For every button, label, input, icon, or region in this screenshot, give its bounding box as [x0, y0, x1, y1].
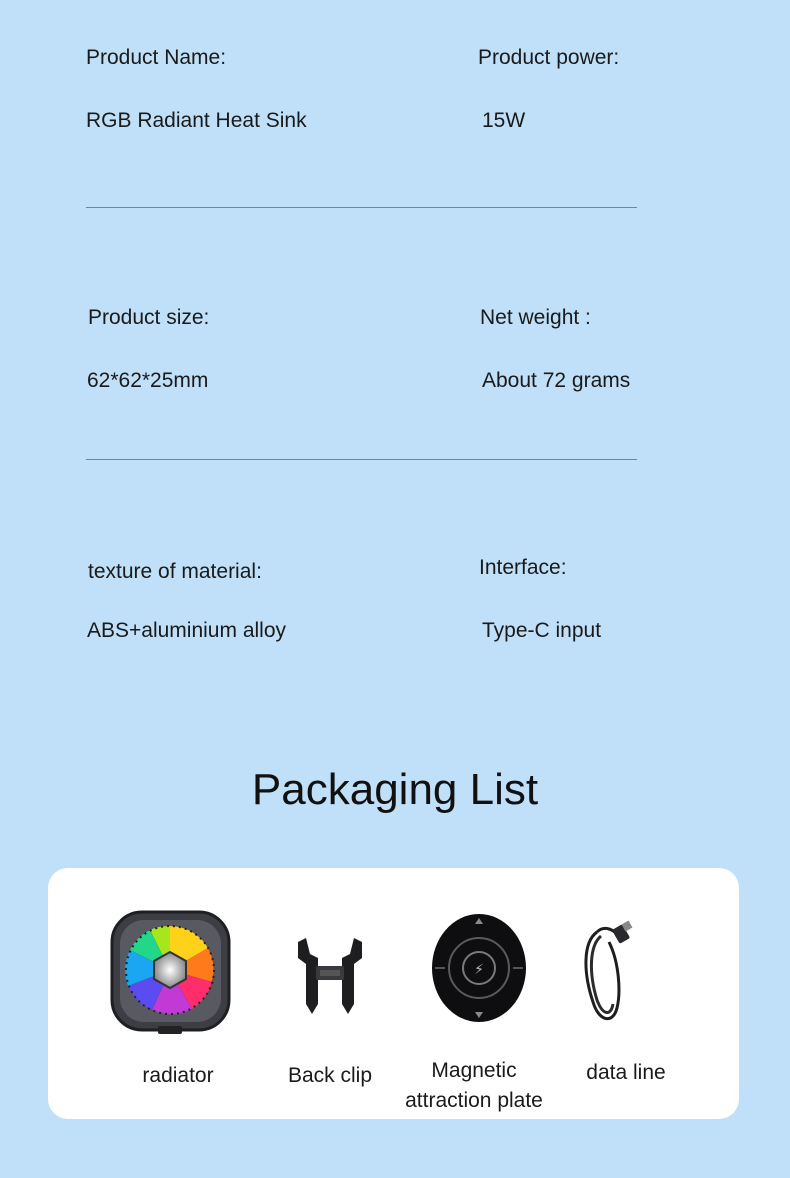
material-label: texture of material: [88, 560, 262, 583]
back-clip-icon [292, 934, 368, 1018]
item-name-data-line: data line [586, 1061, 666, 1084]
interface-label: Interface: [479, 556, 567, 579]
item-name-back-clip: Back clip [287, 1064, 373, 1087]
product-power-value: 15W [482, 109, 526, 132]
item-name-magnetic-line1: Magnetic [431, 1059, 517, 1082]
spec-divider-2 [86, 459, 637, 460]
product-size-label: Product size: [88, 306, 210, 329]
item-name-radiator: radiator [142, 1064, 214, 1087]
net-weight-label: Net weight : [480, 306, 591, 329]
packaging-card [48, 868, 739, 1119]
interface-value: Type-C input [482, 619, 602, 642]
product-name-label: Product Name: [86, 46, 227, 69]
spec-divider-1 [86, 207, 637, 208]
product-size-value: 62*62*25mm [87, 369, 209, 392]
magnetic-plate-icon [431, 912, 527, 1024]
radiator-icon [108, 908, 233, 1040]
item-name-magnetic-line2: attraction plate [405, 1089, 543, 1112]
packaging-list-title: Packaging List [251, 765, 539, 814]
product-name-value: RGB Radiant Heat Sink [86, 109, 307, 132]
product-power-label: Product power: [478, 46, 620, 69]
material-value: ABS+aluminium alloy [87, 619, 287, 642]
data-line-icon [579, 912, 633, 1036]
net-weight-value: About 72 grams [482, 369, 631, 392]
svg-text:⚡: ⚡ [474, 962, 484, 978]
